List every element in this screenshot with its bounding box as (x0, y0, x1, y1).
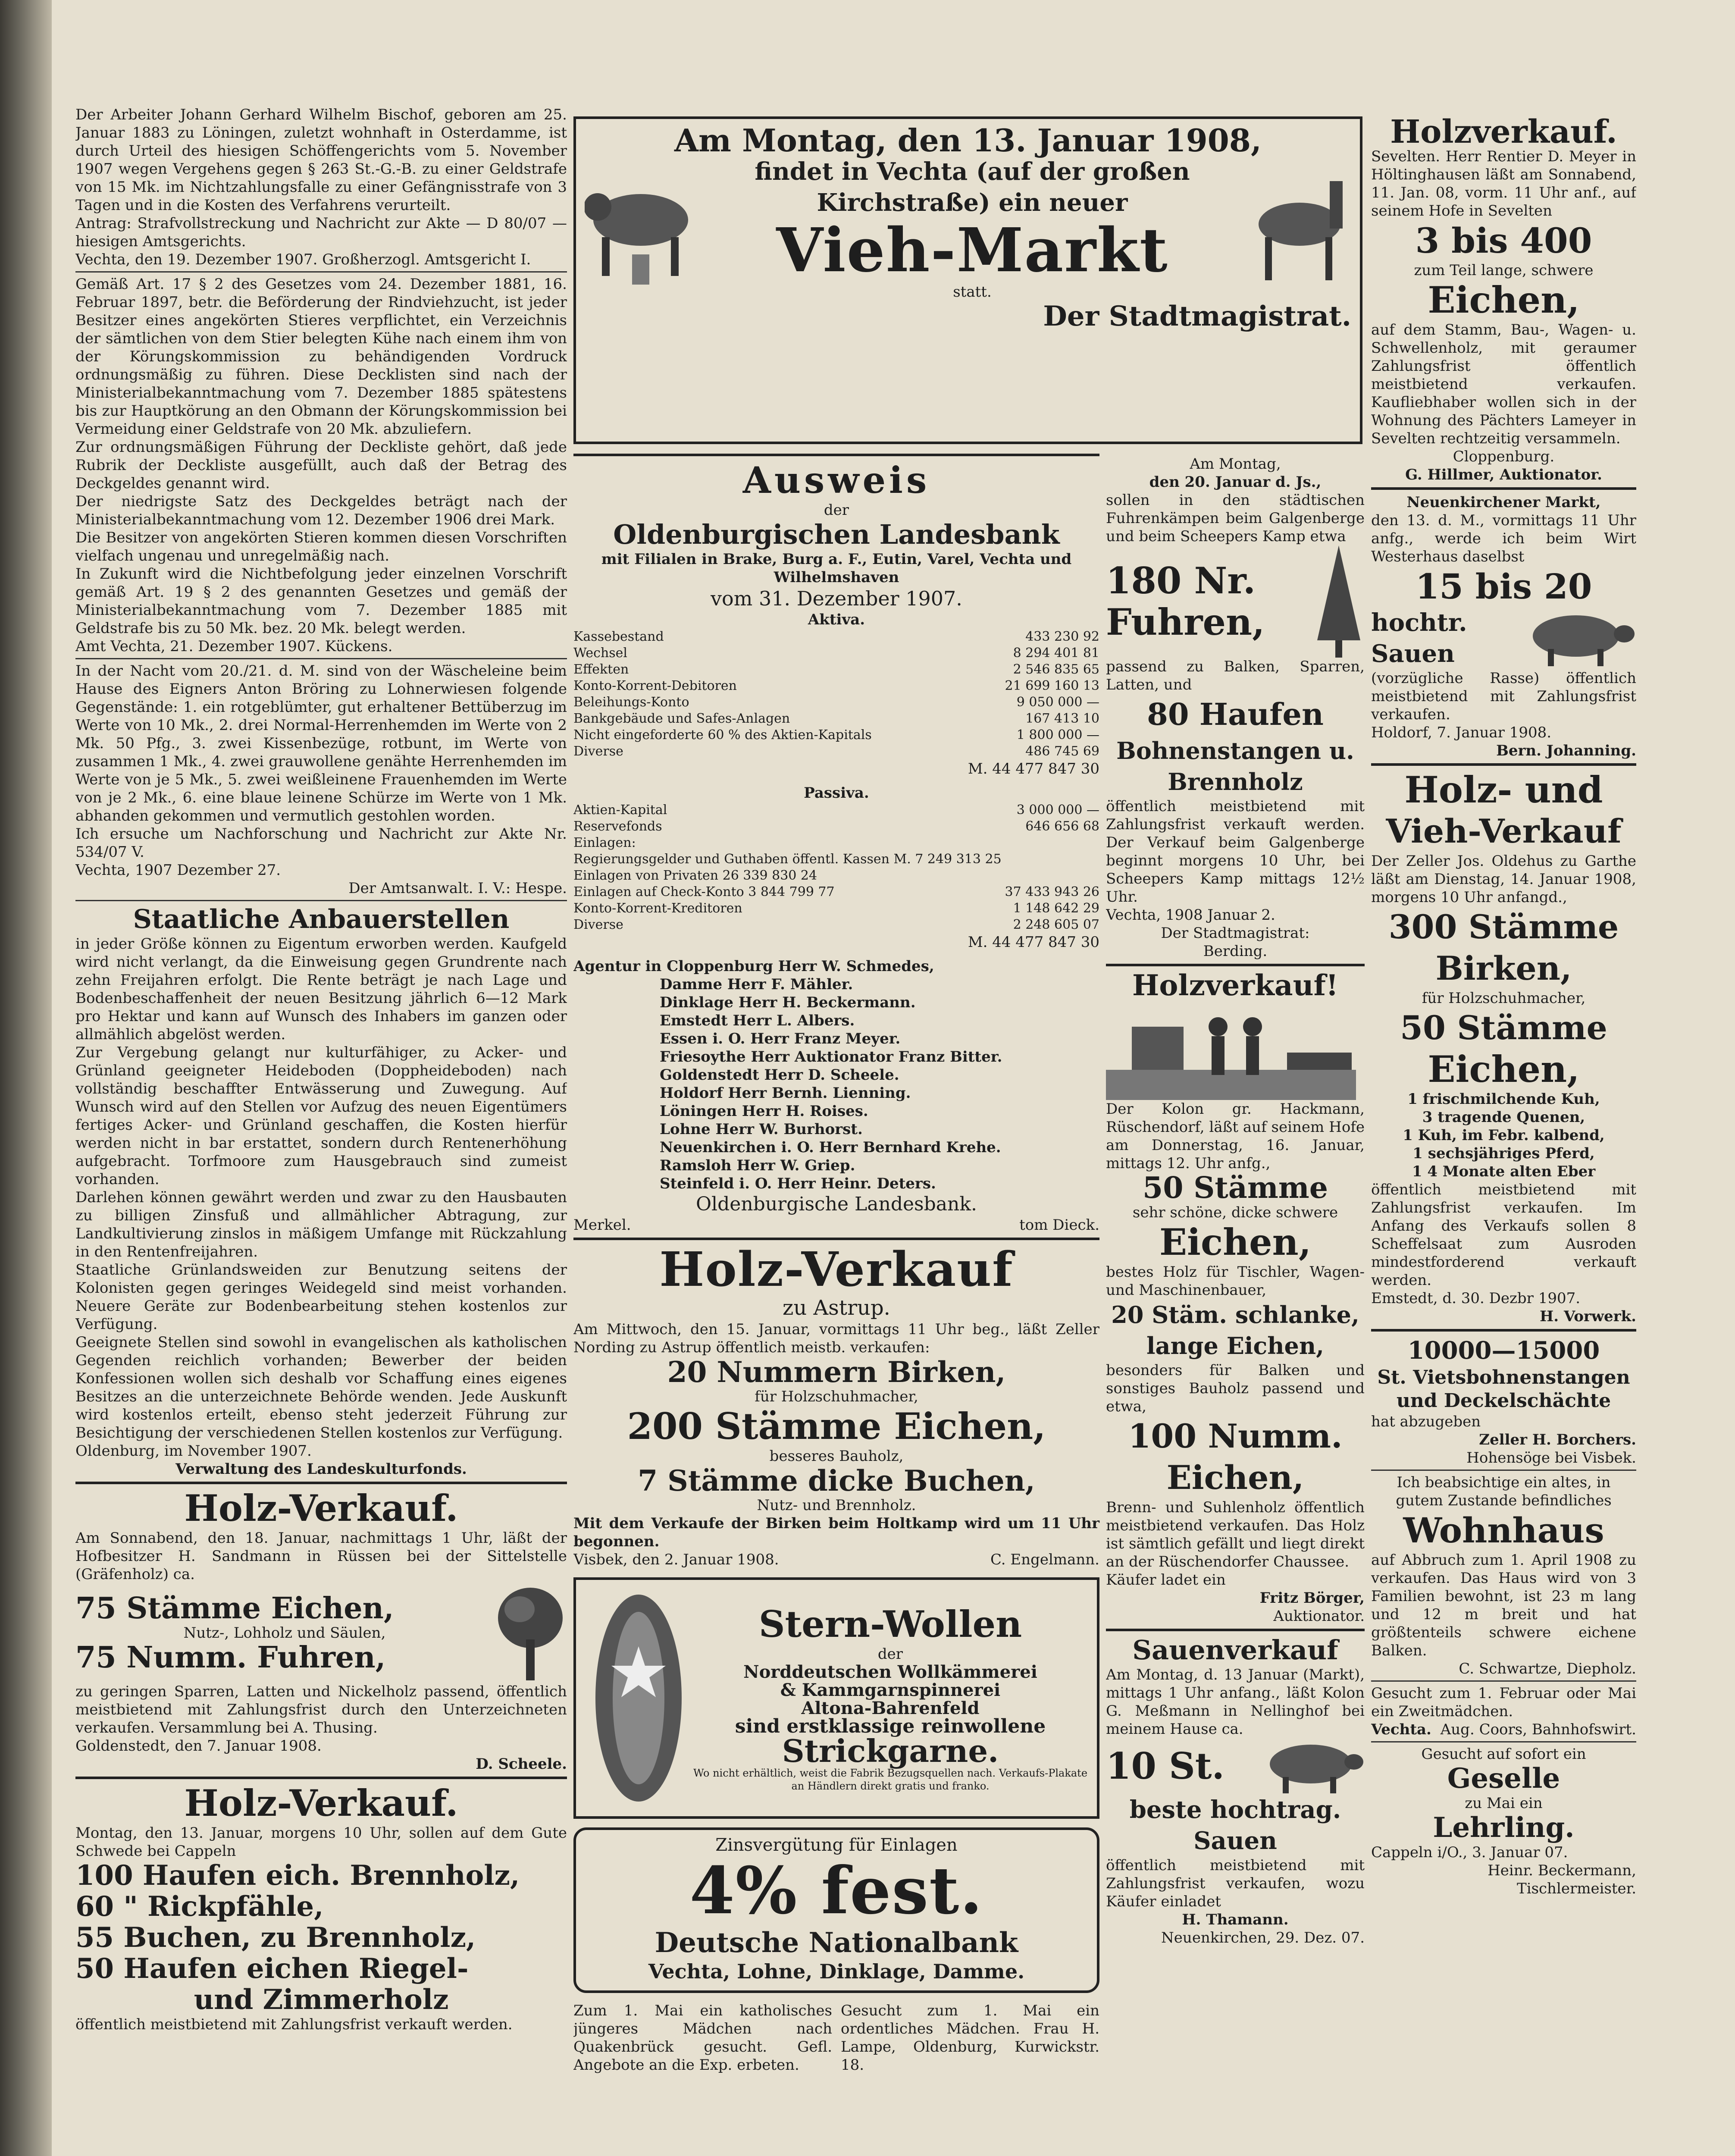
holz-schwede-text: Montag, den 13. Januar, morgens 10 Uhr, sollen auf dem Gute Schwede bei Cappeln (75, 1824, 567, 1860)
holz-schwede-l1: 100 Haufen eich. Brennholz, (75, 1859, 520, 1892)
anbauer-sign: Verwaltung des Landeskulturfonds. (175, 1460, 467, 1478)
fuhren-big4: Bohnenstangen u. Brennholz (1116, 737, 1354, 796)
bank-footer: Oldenburgische Landesbank. (695, 1193, 977, 1215)
holz-schwede-l4: 50 Haufen eichen Riegel- (75, 1952, 469, 1985)
hackmann-t2: sehr schöne, dicke schwere (1132, 1204, 1338, 1221)
fuhren-ad (1106, 455, 1365, 960)
statement-row (573, 917, 1099, 933)
holz-astrup-l1b: für Holzschuhmacher, (755, 1388, 918, 1405)
agent-item: Neuenkirchen i. O. Herr Bernhard Krehe. (660, 1139, 1001, 1156)
hackmann-big3: 20 Stäm. schlanke, lange Eichen, (1111, 1301, 1359, 1360)
sternwolle-l4: sind erstklassige reinwollene (735, 1715, 1046, 1737)
bank-passiva-total: M. 44 477 847 30 (968, 934, 1099, 951)
divider (1371, 1470, 1636, 1471)
hackmann-title: Holzverkauf! (1132, 968, 1338, 1002)
divider (75, 658, 567, 659)
statement-row-label: Diverse (573, 744, 623, 759)
bank-title: Ausweis (742, 459, 930, 501)
johanning-t2: (vorzügliche Rasse) öffentlich meistbietend mit Zahlungsfrist verkaufen. (1371, 670, 1636, 723)
theft-p2: Ich ersuche um Nachforschung und Nachricht zur Akte Nr. 534/07 V. (75, 825, 567, 861)
statement-row-label: Einlagen auf Check-Konto 3 844 799 77 (573, 884, 835, 899)
oldehus-t2: für Holzschuhmacher, (1422, 990, 1586, 1007)
sauen-text2: öffentlich meistbietend mit Zahlungsfrist verkaufen, wozu Käufer einladet (1106, 1857, 1365, 1910)
forest-workers-illustration-icon (1106, 1001, 1356, 1100)
geselle-sign: Heinr. Beckermann, Tischlermeister. (1488, 1862, 1636, 1897)
wohnhaus-text2: auf Abbruch zum 1. April 1908 zu verkaufen. Das Haus wird von 3 Familien bewohnt, ist 23 m lang und 12 m breit und hat größtenteils schwere eichene Balken. (1371, 1551, 1636, 1659)
pig-illustration-icon (1524, 608, 1636, 668)
statement-row (573, 645, 1099, 661)
sauen-date: Neuenkirchen, 29. Dez. 07. (1161, 1929, 1365, 1946)
johanning-head: Neuenkirchener Markt, (1406, 494, 1601, 511)
fir-tree-icon (1313, 545, 1365, 658)
geselle-ad (1371, 1745, 1636, 1898)
livestock-item: 1 4 Monate alten Eber (1412, 1163, 1596, 1180)
holz-sandmann-sign: D. Scheele. (476, 1755, 567, 1773)
bank-statement (573, 450, 1099, 1234)
statement-row-label: Effekten (573, 662, 629, 677)
oldehus-t3: öffentlich meistbietend mit Zahlungsfrist verkaufen. Im Anfang des Verkaufs sollen 8 Scheffelsaat zum Ausroden mindestforderend verkauft werden. (1371, 1181, 1636, 1289)
johanning-text: den 13. d. M., vormittags 11 Uhr anfg., werde ich beim Wirt Westerhaus daselbst (1371, 512, 1636, 565)
bank-passiva-label: Passiva. (804, 784, 869, 802)
geselle-big1: Geselle (1447, 1762, 1560, 1795)
holz-schwede-l2: 60 " Rickpfähle, (75, 1890, 324, 1923)
statement-row-label: Diverse (573, 917, 623, 932)
pig-illustration-icon (1261, 1738, 1365, 1794)
hackmann-t6: Käufer ladet ein (1106, 1571, 1226, 1589)
divider (1106, 964, 1365, 966)
bank-sub: mit Filialen in Brake, Burg a. F., Eutin, Varel, Vechta und Wilhelmshaven (601, 551, 1072, 586)
wohnhaus-ad (1371, 1473, 1636, 1678)
holz-astrup-l1: 20 Nummern Birken, (667, 1355, 1006, 1389)
divider (1371, 763, 1636, 766)
meyer-sign: G. Hillmer, Auktionator. (1405, 466, 1602, 483)
wohnhaus-sign: C. Schwartze, Diepholz. (1459, 1660, 1636, 1677)
statement-row-amount: 646 656 68 (1025, 819, 1099, 834)
viehmarkt-sign: Der Stadtmagistrat. (1043, 300, 1351, 332)
agent-item: Löningen Herr H. Roises. (660, 1103, 868, 1120)
holz-sandmann-title: Holz-Verkauf. (184, 1487, 458, 1529)
column-1 (75, 106, 567, 2034)
statement-row-label: Bankgebäude und Safes-Anlagen (573, 711, 790, 726)
theft-sign: Der Amtsanwalt. I. V.: Hespe. (348, 880, 567, 897)
oldehus-title1: Holz- und (1404, 768, 1603, 811)
statement-row (573, 727, 1099, 743)
agent-item: Holdorf Herr Bernh. Lienning. (660, 1084, 911, 1102)
bank-aktiva-label: Aktiva. (808, 611, 865, 628)
fuhren-big2: Fuhren, (1106, 601, 1265, 643)
bank-date: vom 31. Dezember 1907. (711, 587, 962, 610)
statement-row-amount: 9 050 000 — (1016, 695, 1099, 710)
fuhren-l2: den 20. Januar d. Js., (1149, 473, 1322, 491)
viehmarkt-line1: Am Montag, den 13. Januar 1908, (674, 122, 1262, 159)
holzverkauf-hackmann (1106, 970, 1365, 1625)
divider (1371, 1741, 1636, 1742)
hackmann-sign1: Fritz Börger, (1259, 1589, 1365, 1607)
statement-row (573, 678, 1099, 694)
hackmann-big2: Eichen, (1159, 1221, 1311, 1263)
statement-row (573, 802, 1099, 818)
geselle-date: Cappeln i/O., 3. Januar 07. (1371, 1844, 1568, 1861)
livestock-item: 3 tragende Quenen, (1422, 1109, 1585, 1126)
holz-astrup-l2b: besseres Bauholz, (769, 1448, 904, 1465)
hackmann-t4: besonders für Balken und sonstiges Bauholz passend und etwa, (1106, 1362, 1365, 1415)
holz-astrup-title: Holz-Verkauf (659, 1241, 1014, 1297)
statement-row-amount: 433 230 92 (1025, 629, 1099, 644)
oldehus-date: Emstedt, d. 30. Dezbr 1907. (1371, 1290, 1581, 1307)
sauen-johanning (1371, 493, 1636, 760)
fuhren-big1: 180 Nr. (1106, 559, 1256, 602)
holz-astrup-text: Am Mittwoch, den 15. Januar, vormittags 11 Uhr beg., läßt Zeller Nording zu Astrup öffentlich meistb. verkaufen: (573, 1321, 1099, 1356)
holz-sandmann-line2: 75 Numm. Fuhren, (75, 1640, 386, 1675)
agent-item: Steinfeld i. O. Herr Heinr. Deters. (660, 1175, 936, 1192)
holz-astrup-text2: Mit dem Verkaufe der Birken beim Holtkamp wird um 11 Uhr begonnen. (573, 1515, 1099, 1550)
holz-schwede-title: Holz-Verkauf. (184, 1782, 458, 1824)
sternwolle-l5: Strickgarne. (782, 1733, 999, 1769)
holzverkauf-meyer (1371, 116, 1636, 484)
wohnhaus-title: Wohnhaus (1403, 1510, 1604, 1551)
yarn-skein-icon (585, 1586, 692, 1810)
bank-sign-right: tom Dieck. (1019, 1216, 1099, 1234)
viehmarkt-title: Vieh-Markt (776, 215, 1168, 286)
court-notice-antrag: Antrag: Strafvollstreckung und Nachricht zur Akte — D 80/07 — hiesigen Amtsgerichts. (75, 215, 567, 250)
holz-astrup-date: Visbek, den 2. Januar 1908. (573, 1551, 779, 1568)
sauen-big1: 10 St. (1106, 1745, 1225, 1787)
ad-maedchen-quakenbrueck: Zum 1. Mai ein katholisches jüngeres Mädchen nach Quakenbrück gesucht. Gefl. Angebote an die Exp. erbeten. (573, 2002, 832, 2074)
zweitmaedchen-place: Vechta. (1371, 1721, 1431, 1738)
meyer-title: Holzverkauf. (1390, 116, 1617, 150)
holz-astrup-l2: 200 Stämme Eichen, (627, 1405, 1046, 1448)
meyer-big1: 3 bis 400 (1415, 220, 1592, 261)
holz-schwede-l3: 55 Buchen, zu Brennholz, (75, 1921, 476, 1954)
statement-row-label: Reservefonds (573, 819, 662, 834)
deckliste-notice (75, 275, 567, 655)
statement-row (573, 868, 1099, 884)
viehmarkt-line3: Kirchstraße) ein neuer (817, 188, 1128, 217)
sauenverkauf-messmann (1106, 1635, 1365, 1947)
bohnenstangen-ad (1371, 1335, 1636, 1467)
anbauer-title: Staatliche Anbauerstellen (133, 904, 510, 934)
bank-sign-left: Merkel. (573, 1216, 631, 1234)
divider (75, 1482, 567, 1484)
holz-astrup (573, 1238, 1099, 1569)
johanning-sign: Bern. Johanning. (1496, 742, 1636, 759)
statement-row (573, 629, 1099, 645)
agent-item: Friesoythe Herr Auktionator Franz Bitter. (660, 1048, 1002, 1065)
statement-row (573, 711, 1099, 727)
statement-row-amount: 1 148 642 29 (1013, 901, 1099, 916)
johanning-big1: 15 bis 20 (1415, 566, 1592, 607)
anbauer-p3: Darlehen können gewährt werden und zwar zu den Hausbauten zu billigen Zinsfuß und allmählicher Abtragung, zur Landkultivierung zinslos in mäßigem Umfange mit Rückzahlung in den Rentenfreijahren. (75, 1189, 567, 1260)
statement-row-amount: 8 294 401 81 (1013, 646, 1099, 661)
geselle-mid: zu Mai ein (1465, 1795, 1543, 1812)
bank-name: Oldenburgischen Landesbank (613, 519, 1060, 550)
holz-schwede-end: öffentlich meistbietend mit Zahlungsfrist verkauft werden. (75, 2016, 513, 2033)
statement-row-amount: 2 248 605 07 (1013, 917, 1099, 932)
nationalbank-ad (573, 1827, 1099, 1993)
cow-illustration-icon (585, 164, 697, 293)
sauen-title: Sauenverkauf (1132, 1634, 1338, 1666)
sternwolle-l3: Altona-Bahrenfeld (801, 1698, 980, 1718)
statement-row (573, 818, 1099, 835)
bohnen-l1: 10000—15000 (1407, 1336, 1600, 1365)
column-4 (1371, 116, 1636, 1898)
divider (75, 1777, 567, 1779)
divider (573, 454, 1099, 456)
statement-row-label: Einlagen: (573, 835, 636, 850)
oldehus-big2: Birken, (1435, 949, 1572, 987)
sternwolle-l2: & Kammgarnspinnerei (780, 1680, 1001, 1700)
holz-schwede-l5: und Zimmerholz (194, 1984, 449, 2016)
theft-text: In der Nacht vom 20./21. d. M. sind von der Wäscheleine beim Hause des Eigners Anton Bröring zu Lohnerwiesen folgende Gegenstände: 1. ein rotgeblümter, gut erhaltener Bettüberzug im Werte von 10 Mk., 2. drei Normal-Herrenhemden im Werte von 2 Mk. 50 Pfg., 3. zwei Kissenbezüge, rotbunt, im Werte von zusammen 1 Mk., 4. zwei grauwollene genähte Herrenhemden im Werte von je 5 Mk., 5. zwei weißleinene Frauenhemden im Werte von je 2 Mk., 6. eine blaue leinene Schürze im Werte von 1 Mk. abhanden gekommen und vermutlich gestohlen worden. (75, 662, 567, 824)
statement-row-amount: 1 800 000 — (1016, 727, 1099, 743)
statement-row (573, 884, 1099, 900)
nationalbank-rate: 4% fest. (689, 1853, 983, 1929)
deckliste-p4: Die Besitzer von angekörten Stieren kommen diesen Vorschriften vielfach ungenau und unregelmäßig nach. (75, 529, 567, 564)
anbauer-text: in jeder Größe können zu Eigentum erworben werden. Kaufgeld wird nicht verlangt, da die Einweisung gegen Grundrente nach zehn Freijahren erfolgt. Die Rente beträgt je nach Lage und Bodenbeschaffenheit der neuen Besitzung jährlich 6—12 Mark pro Hektar und kann auf Wunsch des Inhabers im ganzen oder allmählich abgelöst werden. (75, 935, 567, 1043)
oldehus-title2: Vieh-Verkauf (1386, 812, 1622, 850)
court-notice (75, 106, 567, 269)
divider (573, 1238, 1099, 1240)
agent-item: Essen i. O. Herr Franz Meyer. (660, 1030, 901, 1047)
deckliste-text: Gemäß Art. 17 § 2 des Gesetzes vom 24. Dezember 1881, 16. Februar 1897, betr. die Beförderung der Rindviehzucht, ist jeder Besitzer eines angekörten Stieres verpflichtet, ein Verzeichnis der sämtlichen von dem Stier belegten Kühe nach einem ihm von der Körungskommission zu behändigenden Vordruck ordnungsmäßig zu führen. Diese Decklisten sind nach der Ministerialbekanntmachung vom 7. Dezember 1885 spätestens bis zur Hauptkörung an den Obmann der Körungskommission bei Vermeidung einer Geldstrafe von 20 Mk. abzuliefern. (75, 276, 567, 438)
viehmarkt-ad (573, 116, 1362, 444)
geselle-big2: Lehrling. (1433, 1811, 1575, 1844)
viehmarkt-statt: statt. (953, 283, 992, 301)
statement-row-label: Aktien-Kapital (573, 802, 667, 818)
horse-illustration-icon (1248, 164, 1351, 293)
viehmarkt-line2: findet in Vechta (auf der großen (755, 157, 1190, 186)
holz-astrup-sub: zu Astrup. (783, 1296, 890, 1320)
agent-item: Emstedt Herr L. Albers. (660, 1012, 855, 1029)
divider (75, 271, 567, 273)
statement-row-label: Kassebestand (573, 629, 664, 644)
court-notice-text: Der Arbeiter Johann Gerhard Wilhelm Bischof, geboren am 25. Januar 1883 zu Löningen, zuletzt wohnhaft in Osterdamme, ist durch Urteil des hiesigen Schöffengerichts vom 5. November 1907 wegen Vergehens gegen § 263 St.-G.-B. zu einer Geldstrafe von 15 Mk. im Nichtzahlungsfalle zu einer Gefängnisstrafe von 3 Tagen und in die Kosten des Verfahrens verurteilt. (75, 106, 567, 214)
divider (75, 900, 567, 901)
bank-agents-list (573, 975, 1099, 1193)
anbauer-notice (75, 904, 567, 1478)
holz-astrup-l3: 7 Stämme dicke Buchen, (638, 1464, 1035, 1498)
bohnen-text: hat abzugeben (1371, 1413, 1481, 1430)
statement-row (573, 694, 1099, 711)
holz-astrup-sign: C. Engelmann. (990, 1551, 1099, 1568)
fuhren-l1: Am Montag, (1190, 455, 1281, 473)
bank-aktiva-table (573, 629, 1099, 760)
statement-row (573, 743, 1099, 760)
deckliste-p2: Zur ordnungsmäßigen Führung der Deckliste gehört, daß jede Rubrik der Deckliste ausgefüllt, auch daß der Betrag des Deckgeldes genannt wird. (75, 439, 567, 492)
agent-item: Goldenstedt Herr D. Scheele. (660, 1066, 899, 1084)
hackmann-t3: bestes Holz für Tischler, Wagen- und Maschinenbauer, (1106, 1263, 1365, 1299)
fuhren-date: Vechta, 1908 Januar 2. (1106, 906, 1275, 924)
ad-maedchen-oldenburg: Gesucht zum 1. Mai ein ordentliches Mädchen. Frau H. Lampe, Oldenburg, Kurwickstr. 18. (841, 2002, 1099, 2074)
holz-vieh-oldehus (1371, 769, 1636, 1326)
oldehus-big4: Eichen, (1428, 1048, 1580, 1091)
hackmann-sign2: Auktionator. (1273, 1608, 1365, 1625)
bohnen-place: Hohensöge bei Visbek. (1466, 1449, 1636, 1467)
statement-row (573, 900, 1099, 917)
anbauer-p5: Geeignete Stellen sind sowohl in evangelischen als katholischen Gegenden reichlich vorhanden; Bewerber der beiden Konfessionen wollen sich deshalb vor Schaffung eines eigenes Besitzes an die unterzeichnete Behörde wenden. Jede Auskunft wird kostenlos erteilt, ebenso steht jederzeit Führung zur Besichtigung der verschiedenen Stellen kostenlos zur Verfügung. (75, 1334, 567, 1442)
holz-sandmann-line1b: Nutz-, Lohholz und Säulen, (183, 1624, 386, 1642)
bohnen-l2: St. Vietsbohnenstangen und Deckelschächte (1377, 1366, 1630, 1412)
column-3 (1106, 455, 1365, 1947)
statement-row-label: Wechsel (573, 646, 628, 661)
meyer-t2: zum Teil lange, schwere (1414, 262, 1594, 279)
sauen-big2: beste hochtrag. Sauen (1129, 1796, 1341, 1855)
sternwolle-title: Stern-Wollen (758, 1603, 1022, 1645)
statement-row-amount: 21 699 160 13 (1005, 678, 1099, 693)
statement-row-amount: 3 000 000 — (1016, 802, 1099, 818)
statement-row-label: Regierungsgelder und Guthaben öffentl. Kassen M. 7 249 313 25 (573, 852, 1002, 867)
oldehus-text: Der Zeller Jos. Oldehus zu Garthe läßt am Dienstag, 14. Januar 1908, morgens 10 Uhr anfangd., (1371, 852, 1636, 906)
fuhren-big3: 80 Haufen (1147, 696, 1324, 732)
holz-schwede (75, 1783, 567, 2034)
divider (1106, 1629, 1365, 1631)
deckliste-p5: In Zukunft wird die Nichtbefolgung jeder einzelnen Vorschrift gemäß Art. 19 § 2 des genannten Gesetzes und gemäß der Ministerialbekanntmachung vom 7. Dezember 1885 mit Geldstrafe bis zu 50 Mk. bez. 20 Mk. belegt werden. (75, 565, 567, 637)
livestock-item: 1 Kuh, im Febr. kalbend, (1403, 1127, 1605, 1144)
oldehus-big3: 50 Stämme (1400, 1009, 1607, 1047)
agent-item: Dinklage Herr H. Beckermann. (660, 994, 916, 1011)
fuhren-sign1: Der Stadtmagistrat: (1161, 924, 1310, 942)
page-binding (0, 0, 52, 2156)
fuhren-sign2: Berding. (1203, 943, 1268, 960)
statement-row-amount: 2 546 835 65 (1013, 662, 1099, 677)
bohnen-sign: Zeller H. Borchers. (1479, 1431, 1636, 1448)
divider (1371, 1329, 1636, 1332)
holz-sandmann-text2: zu geringen Sparren, Latten und Nickelholz passend, öffentlich meistbietend mit Zahlungsfrist durch den Unterzeichneten verkaufen. Versammlung bei A. Thusing. (75, 1683, 567, 1736)
hackmann-t5: Brenn- und Suhlenholz öffentlich meistbietend verkaufen. Das Holz ist sämtlich gefällt und liegt direkt an der Rüschendorfer Chaussee. (1106, 1499, 1365, 1570)
statement-row-label: Beleihungs-Konto (573, 695, 689, 710)
agent-item: Ramsloh Herr W. Griep. (660, 1157, 855, 1174)
oldehus-big1: 300 Stämme (1388, 908, 1619, 946)
theft-date: Vechta, 1907 Dezember 27. (75, 862, 281, 879)
anbauer-p2: Zur Vergebung gelangt nur kulturfähiger, zu Acker- und Grünland geeigneter Heideboden (Doppheideboden) nach vollständig beschaffter Entwässerung und Zuwegung. Auf Wunsch wird auf den Stellen vor Aufzug des neuen Eigentümers fertiges Acker- und Grünland geschaffen, die Kosten hierfür werden nicht in bar erstattet, sondern durch Rentenerhöhung aufgebracht. Torfmoore zum Hausgebrauch sind zumeist vorhanden. (75, 1044, 567, 1188)
fuhren-t3: öffentlich meistbietend mit Zahlungsfrist verkauft werden. Der Verkauf beim Galgenberge beginnt morgens 10 Uhr, bei Scheepers Kamp mittags 12½ Uhr. (1106, 798, 1365, 906)
livestock-item: 1 sechsjähriges Pferd, (1412, 1145, 1595, 1162)
oldehus-items-list (1371, 1090, 1636, 1181)
hackmann-text: Der Kolon gr. Hackmann, Rüschendorf, läßt auf seinem Hofe am Donnerstag, 16. Januar, mittags 12. Uhr anfg., (1106, 1100, 1365, 1172)
zweitmaedchen-text: Gesucht zum 1. Februar oder Mai ein Zweitmädchen. (1371, 1685, 1636, 1720)
oldehus-sign: H. Vorwerk. (1540, 1308, 1636, 1325)
fuhren-t2: passend zu Balken, Sparren, Latten, und (1106, 658, 1365, 693)
agent-item: Lohne Herr W. Burhorst. (660, 1121, 863, 1138)
court-notice-sign: Vechta, den 19. Dezember 1907. Großherzogl. Amtsgericht I. (75, 251, 531, 268)
nationalbank-places: Vechta, Lohne, Dinklage, Damme. (648, 1960, 1025, 1983)
agent-item: Damme Herr F. Mähler. (660, 976, 853, 993)
divider (1371, 1680, 1636, 1682)
holz-sandmann (75, 1488, 567, 1773)
statement-row (573, 661, 1099, 678)
statement-row-label: Nicht eingeforderte 60 % des Aktien-Kapitals (573, 727, 872, 743)
statement-row-label: Konto-Korrent-Debitoren (573, 678, 737, 693)
bank-der: der (824, 501, 849, 519)
johanning-date: Holdorf, 7. Januar 1908. (1371, 724, 1552, 741)
nationalbank-l1: Zinsvergütung für Einlagen (715, 1835, 958, 1855)
deckliste-sign: Amt Vechta, 21. Dezember 1907. Kückens. (75, 638, 393, 655)
sternwolle-l1: Norddeutschen Wollkämmerei (743, 1662, 1037, 1682)
geselle-text: Gesucht auf sofort ein (1421, 1745, 1586, 1763)
statement-row-amount: 167 413 10 (1025, 711, 1099, 726)
tree-illustration-icon (494, 1583, 567, 1683)
statement-row-label: Konto-Korrent-Kreditoren (573, 901, 742, 916)
johanning-big2: hochtr. Sauen (1371, 608, 1467, 668)
meyer-text: Sevelten. Herr Rentier D. Meyer in Höltinghausen läßt am Sonnabend, 11. Jan. 08, vorm. 11 Uhr anf., auf seinem Hofe in Sevelten (1371, 148, 1636, 219)
statement-row (573, 851, 1099, 868)
holz-astrup-l3b: Nutz- und Brennholz. (757, 1497, 916, 1514)
zweitmaedchen-sign: Aug. Coors, Bahnhofswirt. (1440, 1721, 1636, 1738)
holz-sandmann-text: Am Sonnabend, den 18. Januar, nachmittags 1 Uhr, läßt der Hofbesitzer H. Sandmann in Rüssen bei der Sittelstelle (Gräfenholz) ca. (75, 1529, 567, 1583)
sauen-sign: H. Thamann. (1182, 1911, 1289, 1928)
holz-sandmann-line1: 75 Stämme Eichen, (75, 1591, 394, 1626)
wohnhaus-text: Ich beabsichtige ein altes, in gutem Zustande befindliches (1396, 1474, 1612, 1509)
meyer-big2: Eichen, (1428, 279, 1580, 321)
sternwolle-ad (573, 1577, 1099, 1819)
zweitmaedchen-ad (1371, 1684, 1636, 1739)
sauen-text: Am Montag, d. 13 Januar (Markt), mittags 1 Uhr anfang., läßt Kolon G. Meßmann in Nellinghof bei meinem Hause ca. (1106, 1666, 1365, 1738)
bank-aktiva-total: M. 44 477 847 30 (968, 760, 1099, 777)
sternwolle-der: der (877, 1645, 903, 1663)
nationalbank-name: Deutsche Nationalbank (655, 1927, 1018, 1959)
hackmann-big1: 50 Stämme (1142, 1171, 1328, 1205)
theft-notice (75, 662, 567, 897)
statement-row-amount: 37 433 943 26 (1005, 884, 1099, 899)
statement-row-label: Einlagen von Privaten 26 339 830 24 (573, 868, 817, 883)
statement-row-amount: 486 745 69 (1025, 744, 1099, 759)
anbauer-p4: Staatliche Grünlandsweiden zur Benutzung seitens der Kolonisten gegen geringes Weidegeld sind meist vorhanden. Neuere Geräte zur Bodenbearbeitung stehen kostenlos zur Verfügung. (75, 1261, 567, 1333)
bank-passiva-table (573, 802, 1099, 933)
hackmann-big4: 100 Numm. Eichen, (1128, 1417, 1343, 1497)
bank-agents-head: Agentur in Cloppenburg Herr W. Schmedes, (573, 958, 934, 975)
sternwolle-small: Wo nicht erhältlich, weist die Fabrik Bezugsquellen nach. Verkaufs-Plakate an Händlern direkt gratis und franko. (693, 1767, 1088, 1792)
fuhren-text: sollen in den städtischen Fuhrenkämpen beim Galgenberge und beim Scheepers Kamp etwa (1106, 492, 1365, 545)
anbauer-date: Oldenburg, im November 1907. (75, 1442, 312, 1460)
divider (1371, 487, 1636, 490)
statement-row (573, 835, 1099, 851)
meyer-date: Cloppenburg. (1453, 448, 1555, 465)
deckliste-p3: Der niedrigste Satz des Deckgeldes beträgt nach der Ministerialbekanntmachung vom 12. Dezember 1906 drei Mark. (75, 493, 567, 528)
holz-sandmann-date: Goldenstedt, den 7. Januar 1908. (75, 1737, 322, 1755)
livestock-item: 1 frischmilchende Kuh, (1407, 1091, 1600, 1108)
meyer-t3: auf dem Stamm, Bau-, Wagen- u. Schwellenholz, mit geraumer Zahlungsfrist öffentlich meistbietend verkaufen. Kaufliebhaber wollen sich in der Wohnung des Pächters Lameyer in Sevelten rechtzeitig versammeln. (1371, 321, 1636, 447)
